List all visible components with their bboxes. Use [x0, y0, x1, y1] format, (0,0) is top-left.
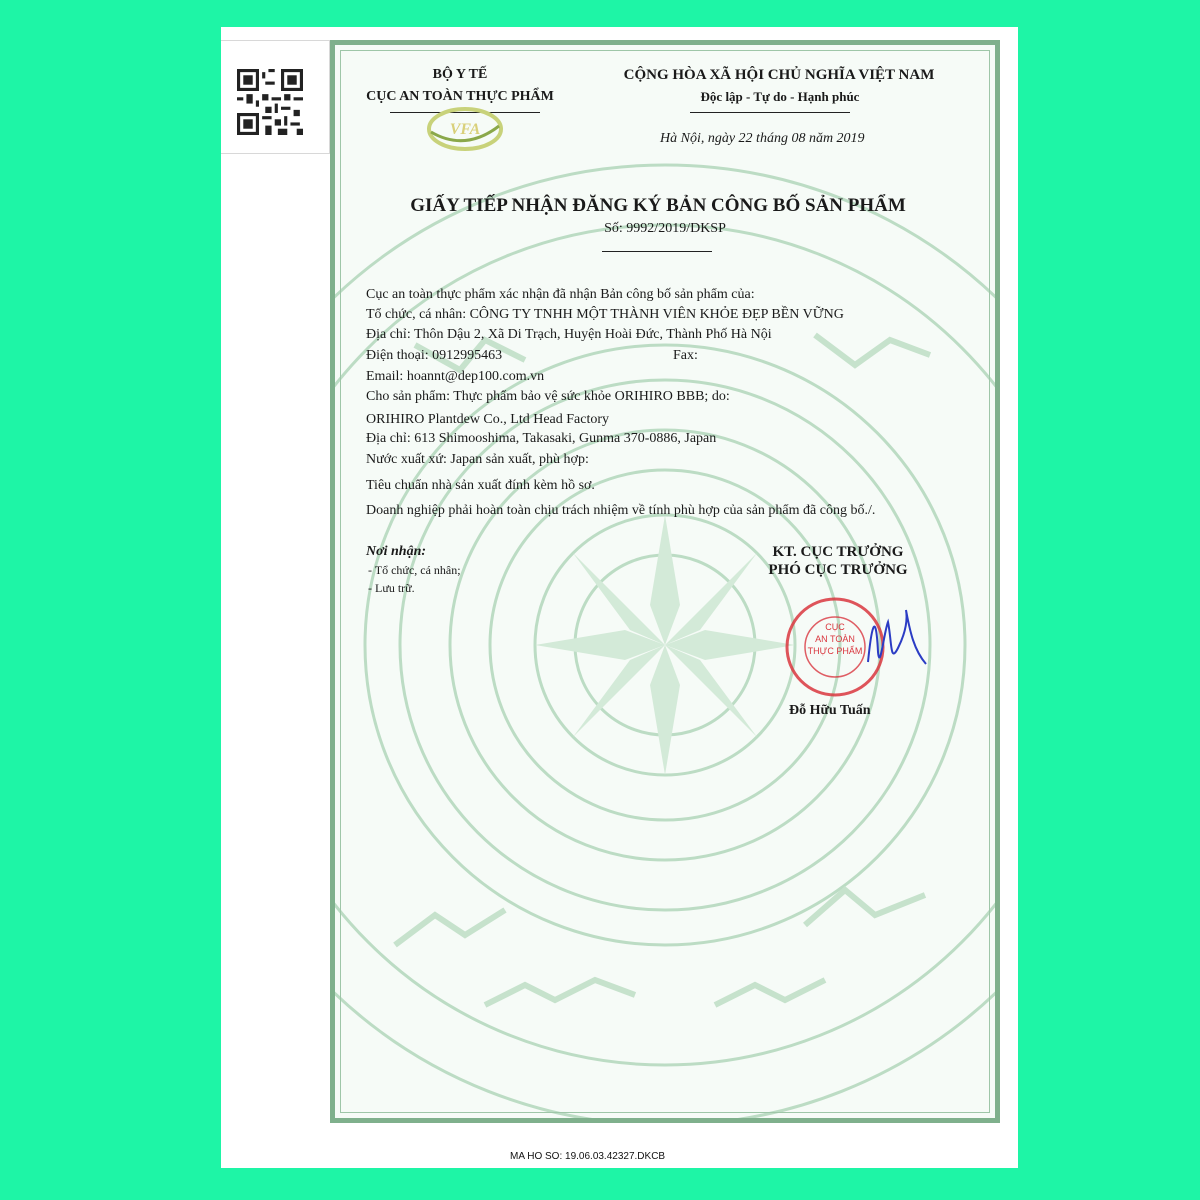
intro-line: Cục an toàn thực phẩm xác nhận đã nhận Bản công bố sản phẩm của: [366, 287, 755, 302]
department-name: CỤC AN TOÀN THỰC PHẨM [366, 89, 554, 104]
motto-underline [690, 112, 850, 113]
document-number: Số: 9992/2019/DKSP [604, 221, 726, 236]
manufacturer-address-line: Địa chỉ: 613 Shimooshima, Takasaki, Gunma 370-0886, Japan [366, 431, 717, 446]
responsibility-line: Doanh nghiệp phải hoàn toàn chịu trách nhiệm về tính phù hợp của sản phẩm đã công bố./. [366, 503, 876, 518]
organization-line: Tổ chức, cá nhân: CÔNG TY TNHH MỘT THÀNH VIÊN KHỎE ĐẸP BỀN VỮNG [366, 307, 844, 322]
recipients-heading: Nơi nhận: [366, 544, 427, 559]
address-line: Địa chỉ: Thôn Dậu 2, Xã Di Trạch, Huyện Hoài Đức, Thành Phố Hà Nội [366, 327, 772, 342]
stamp-text-2: AN TOÀN [815, 634, 855, 644]
product-line: Cho sản phẩm: Thực phẩm bảo vệ sức khỏe ORIHIRO BBB; do: [366, 389, 730, 404]
republic-name: CỘNG HÒA XÃ HỘI CHỦ NGHĨA VIỆT NAM [623, 67, 935, 83]
phone-line: Điện thoại: 0912995463 [366, 348, 503, 363]
origin-line: Nước xuất xứ: Japan sản xuất, phù hợp: [366, 452, 589, 467]
document-title: GIẤY TIẾP NHẬN ĐĂNG KÝ BẢN CÔNG BỐ SẢN PHẨM [410, 195, 906, 216]
signer-title-2: PHÓ CỤC TRƯỞNG [768, 562, 908, 578]
ministry-name: BỘ Y TẾ [432, 67, 488, 82]
fax-line: Fax: [673, 348, 698, 363]
official-stamp [780, 592, 940, 704]
stamp-text-3: THỰC PHẨM [807, 646, 863, 656]
recipient-item: - Lưu trữ. [368, 581, 415, 595]
standard-line: Tiêu chuẩn nhà sản xuất đính kèm hồ sơ. [366, 478, 595, 493]
stamp-text-1: CỤC [825, 622, 845, 632]
vfa-logo [425, 106, 505, 152]
signer-name: Đỗ Hữu Tuấn [789, 703, 871, 718]
national-motto: Độc lập - Tự do - Hạnh phúc [700, 89, 860, 104]
email-line: Email: hoannt@dep100.com.vn [366, 369, 545, 384]
qr-code-panel [221, 40, 330, 154]
qr-code-icon [235, 69, 305, 135]
place-date: Hà Nội, ngày 22 tháng 08 năm 2019 [660, 131, 865, 146]
manufacturer-line: ORIHIRO Plantdew Co., Ltd Head Factory [366, 412, 610, 427]
logo-text: VFA [449, 121, 481, 138]
recipient-item: - Tổ chức, cá nhân; [368, 563, 461, 577]
signer-title-1: KT. CỤC TRƯỞNG [772, 544, 904, 560]
number-underline [602, 251, 712, 252]
handwritten-signature [868, 610, 926, 664]
file-code: MA HO SO: 19.06.03.42327.DKCB [510, 1151, 666, 1162]
